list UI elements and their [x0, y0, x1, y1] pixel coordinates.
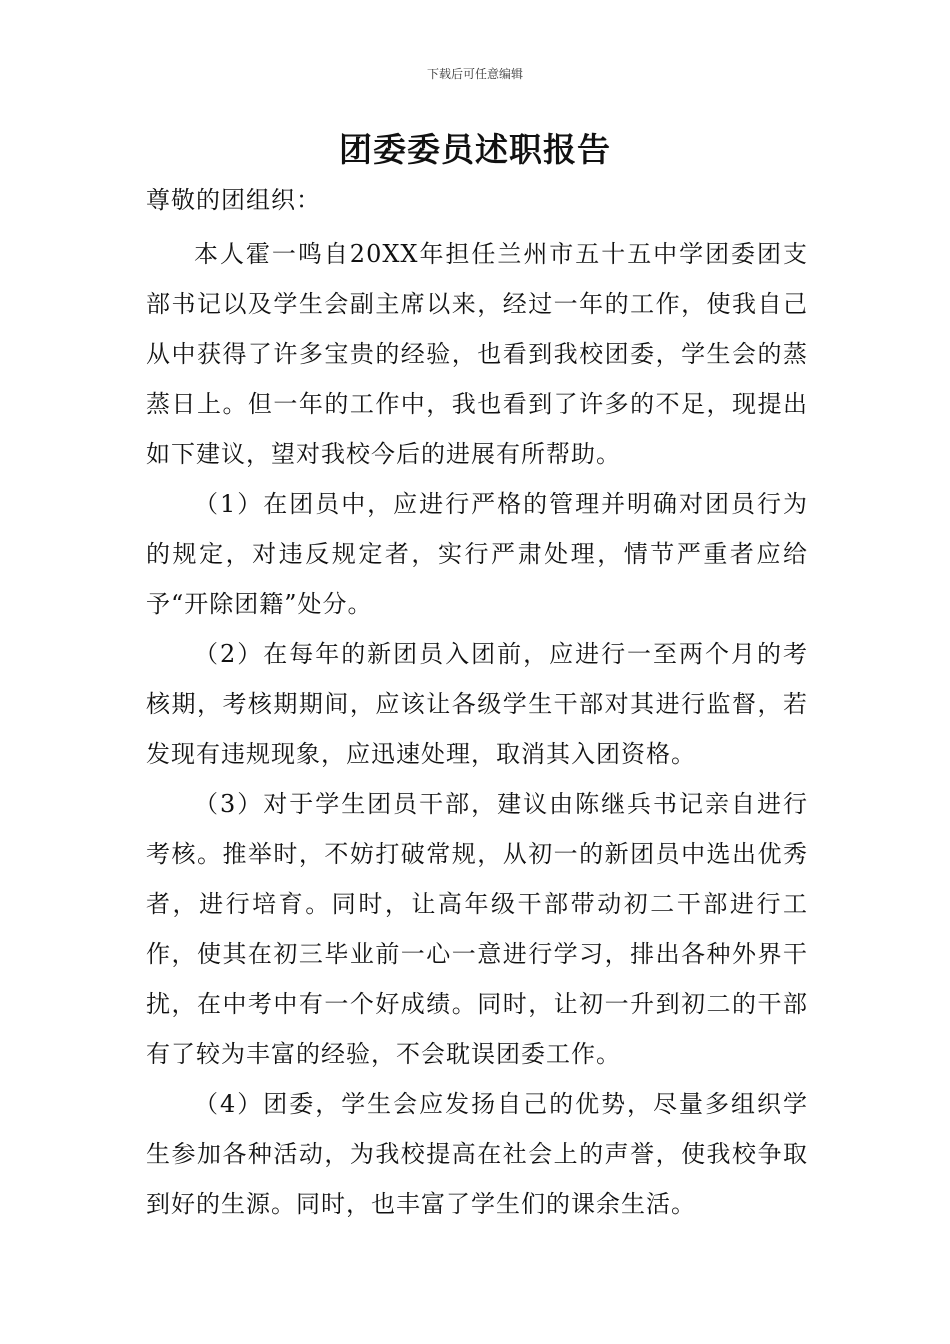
body-paragraph-suggestion-1: （1）在团员中，应进行严格的管理并明确对团员行为的规定，对违反规定者，实行严肃处理，情节严重者应给予“开除团籍”处分。: [146, 490, 808, 618]
document-title: 团委委员述职报告: [339, 130, 611, 169]
document-body: [146, 229, 808, 1229]
body-paragraph-suggestion-4: （4）团委，学生会应发扬自己的优势，尽量多组织学生参加各种活动，为我校提高在社会上的声誉，使我校争取到好的生源。同时，也丰富了学生们的课余生活。: [146, 1090, 808, 1218]
salutation: 尊敬的团组织：: [146, 186, 321, 214]
body-paragraph-suggestion-2: （2）在每年的新团员入团前，应进行一至两个月的考核期，考核期期间，应该让各级学生干部对其进行监督，若发现有违规现象，应迅速处理，取消其入团资格。: [146, 640, 808, 768]
body-paragraph-suggestion-3: （3）对于学生团员干部，建议由陈继兵书记亲自进行考核。推举时，不妨打破常规，从初一的新团员中选出优秀者，进行培育。同时，让高年级干部带动初二干部进行工作，使其在初三毕业前一心一意进行学习，排出各种外界干扰，在中考中有一个好成绩。同时，让初一升到初二的干部有了较为丰富的经验，不会耽误团委工作。: [146, 790, 808, 1068]
header-note: 下载后可任意编辑: [426, 67, 523, 81]
body-paragraph-intro: 本人霍一鸣自20XX年担任兰州市五十五中学团委团支部书记以及学生会副主席以来，经过一年的工作，使我自己从中获得了许多宝贵的经验，也看到我校团委，学生会的蒸蒸日上。但一年的工作中，我也看到了许多的不足，现提出如下建议，望对我校今后的进展有所帮助。: [146, 240, 808, 468]
